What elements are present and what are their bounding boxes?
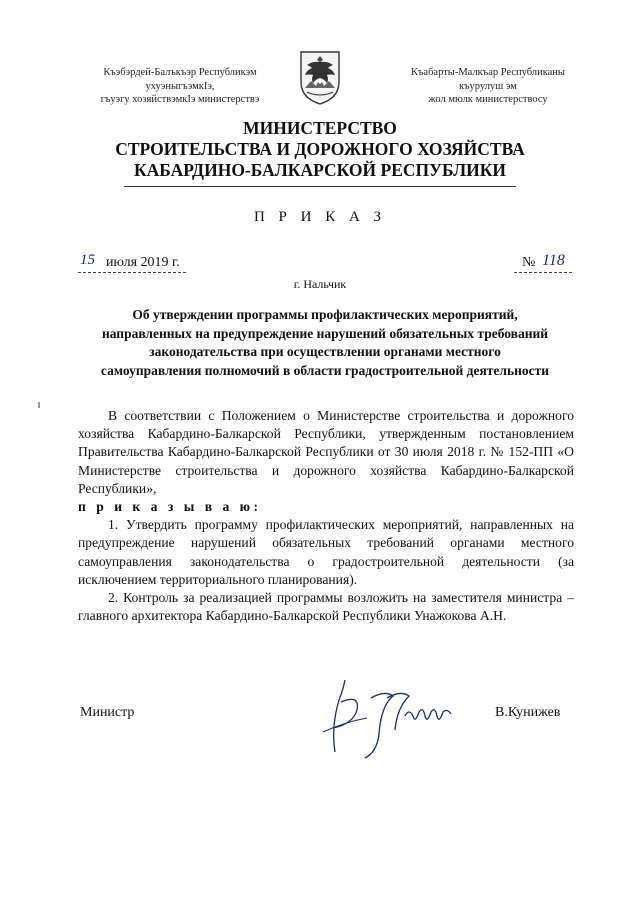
date-underline bbox=[78, 272, 186, 273]
document-number bbox=[514, 252, 572, 273]
margin-mark bbox=[38, 402, 40, 408]
body-preamble: В соответствии с Положением о Министерстве строительства и дорожного хозяйства Кабардино-Балкарской Республики, утвержденным постановлением Правительства Кабардино-Балкарской Республики от 30 июля 2018 г. № 152-ПП «О Министерстве строительства и дорожного хозяйства Кабардино-Балкарской Республики», bbox=[78, 408, 574, 496]
signature-icon bbox=[305, 672, 465, 762]
number-underline bbox=[514, 272, 572, 273]
subject-line: законодательства при осуществлении органами местного bbox=[149, 344, 501, 359]
signoff-name: В.Кунижев bbox=[495, 705, 561, 720]
document-type: П Р И К А З bbox=[253, 209, 387, 225]
date-day-handwritten: 15 bbox=[80, 252, 95, 268]
document-city: г. Нальчик bbox=[293, 277, 347, 291]
body-item-2: 2. Контроль за реализацией программы возложить на заместителя министра – главного архитектора Кабардино-Балкарской Республики Унажокова А.Н. bbox=[78, 590, 574, 624]
document-date bbox=[78, 252, 186, 273]
date-month-year: июля 2019 г. bbox=[106, 255, 180, 270]
header-right-block bbox=[388, 66, 588, 107]
subject-line: самоуправления полномочий в области градостроительной деятельности bbox=[100, 362, 550, 378]
header-right-line: къурулуш эм bbox=[459, 80, 517, 92]
header-right-line: Къабарты-Малкъар Республиканы bbox=[411, 67, 565, 78]
document-subject bbox=[70, 306, 580, 380]
number-sign: № bbox=[522, 255, 536, 270]
ministry-title bbox=[0, 118, 640, 181]
header-left-line: Къэбэрдей-Балъкъэр Республикэм bbox=[103, 67, 257, 78]
coat-of-arms-icon bbox=[299, 48, 341, 106]
header-right-line: жол мюлк министерствосу bbox=[428, 94, 548, 105]
ministry-title-line: КАБАРДИНО-БАЛКАРСКОЙ РЕСПУБЛИКИ bbox=[133, 160, 507, 180]
ministry-title-line: МИНИСТЕРСТВО bbox=[243, 118, 397, 138]
signoff-position: Министр bbox=[80, 705, 135, 720]
body-item-1: 1. Утвердить программу профилактических мероприятий, направленных на предупреждение нарушений обязательных требований органами местного самоуправления законодательства о градостроительной деятельности (за исключением территориального планирования). bbox=[78, 517, 574, 587]
number-handwritten: 118 bbox=[542, 252, 565, 269]
header-left-block bbox=[80, 66, 280, 107]
ministry-title-line: СТРОИТЕЛЬСТВА И ДОРОЖНОГО ХОЗЯЙСТВА bbox=[115, 139, 525, 159]
document-body bbox=[78, 407, 574, 625]
subject-line: направленных на предупреждение нарушений обязательных требований bbox=[101, 325, 549, 341]
header-left-line: гъуэгу хозяйствэмкIэ министерствэ bbox=[100, 94, 260, 105]
body-order-word: п р и к а з ы в а ю: bbox=[78, 499, 262, 515]
subject-line: Об утверждении программы профилактических мероприятий, bbox=[132, 307, 518, 322]
header-divider bbox=[124, 186, 516, 187]
header-left-line: ухуэныгъэмкIэ, bbox=[145, 80, 215, 92]
